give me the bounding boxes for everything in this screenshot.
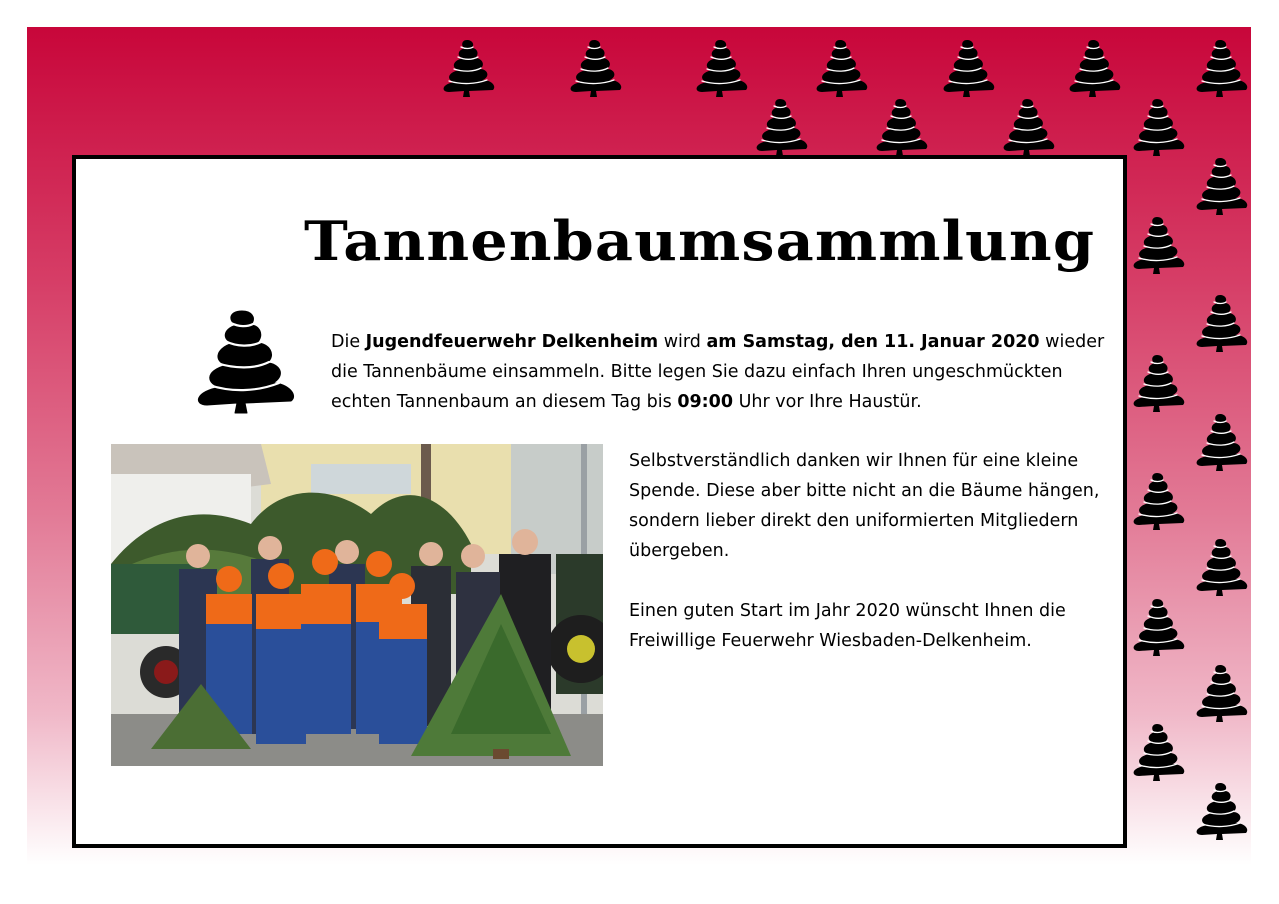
christmas-tree-icon	[1127, 97, 1187, 157]
christmas-tree-icon	[810, 38, 870, 98]
christmas-tree-icon	[1127, 353, 1187, 413]
content-card	[72, 155, 1127, 848]
christmas-tree-icon	[1190, 537, 1250, 597]
christmas-tree-icon	[1190, 412, 1250, 472]
side-text	[629, 446, 1109, 656]
christmas-tree-icon	[1127, 597, 1187, 657]
christmas-tree-icon	[870, 97, 930, 157]
intro-text-part: Uhr vor Ihre Haustür.	[733, 392, 922, 412]
christmas-tree-icon	[690, 38, 750, 98]
greeting-paragraph: Einen guten Start im Jahr 2020 wünscht Ihnen die Freiwillige Feuerwehr Wiesbaden-Delkenheim.	[629, 601, 1066, 651]
collection-date: am Samstag, den 11. Januar 2020	[706, 332, 1040, 352]
christmas-tree-icon	[564, 38, 624, 98]
christmas-tree-icon	[1190, 663, 1250, 723]
christmas-tree-icon	[997, 97, 1057, 157]
donation-paragraph: Selbstverständlich danken wir Ihnen für eine kleine Spende. Diese aber bitte nicht an die Bäume hängen, sondern lieber direkt den uniformierten Mitgliedern übergeben.	[629, 451, 1100, 561]
intro-text-part: wieder die Tannenbäume einsammeln. Bitte legen Sie dazu einfach Ihren ungeschmückten echten Tannenbaum an diesem Tag bis	[331, 332, 1105, 412]
christmas-tree-icon	[186, 305, 298, 415]
christmas-tree-icon	[1190, 293, 1250, 353]
intro-text-part: Die	[331, 332, 366, 352]
christmas-tree-icon	[1127, 471, 1187, 531]
christmas-tree-icon	[1190, 38, 1250, 98]
christmas-tree-icon	[750, 97, 810, 157]
group-photo	[111, 444, 603, 766]
christmas-tree-icon	[1127, 722, 1187, 782]
christmas-tree-icon	[437, 38, 497, 98]
christmas-tree-icon	[1063, 38, 1123, 98]
christmas-tree-icon	[1190, 156, 1250, 216]
christmas-tree-icon	[937, 38, 997, 98]
intro-text-part: wird	[658, 332, 707, 352]
intro-text	[331, 327, 1111, 417]
collection-time: 09:00	[677, 392, 734, 412]
christmas-tree-icon	[1190, 781, 1250, 841]
page-title: Tannenbaumsammlung	[304, 209, 1096, 273]
organization-name: Jugendfeuerwehr Delkenheim	[365, 332, 659, 352]
